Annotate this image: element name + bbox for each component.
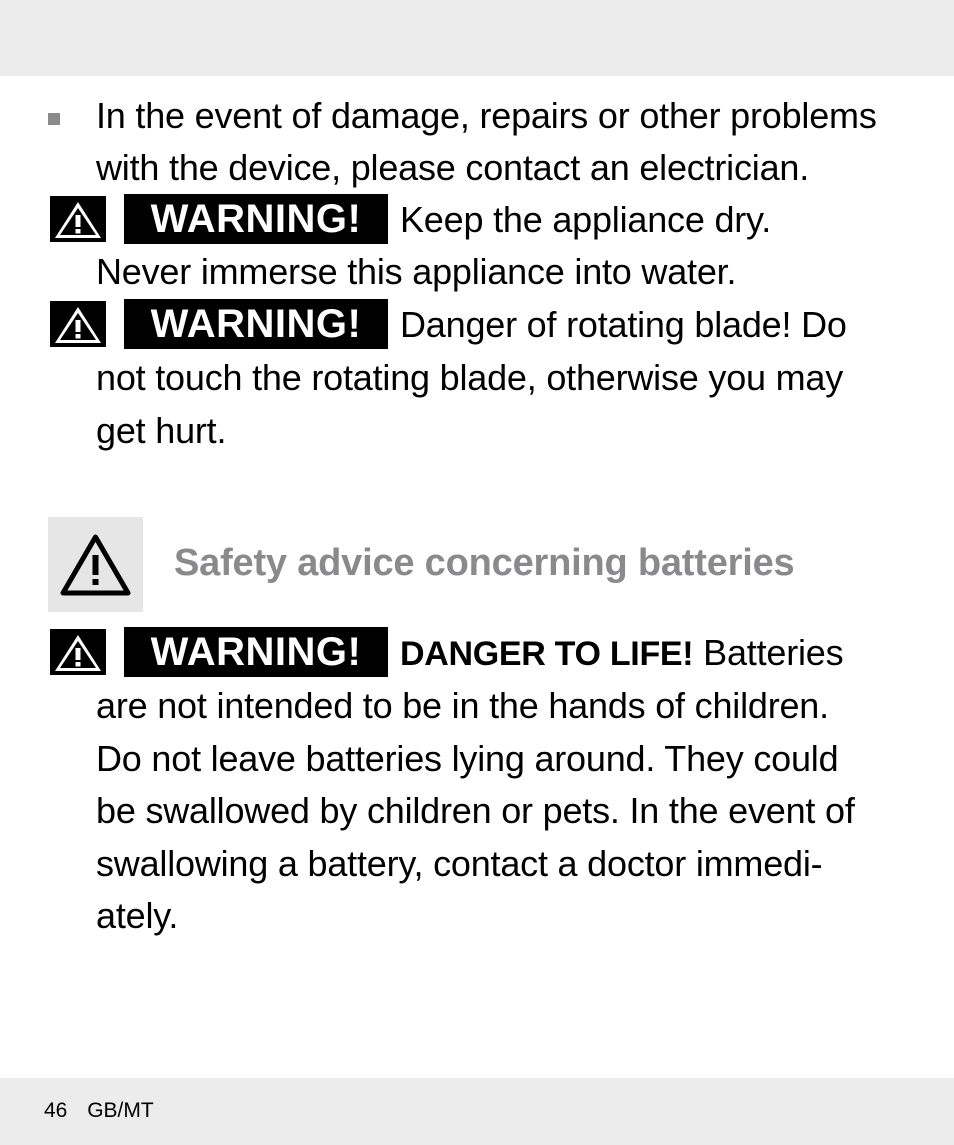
warning-text-line [400,627,843,680]
warning-continuation-line: are not intended to be in the hands of children. [96,685,829,726]
section-icon-box [48,517,143,612]
warning-continuation-line: swallowing a battery, contact a doctor immedi- [96,843,823,884]
warning-triangle-icon [50,629,106,675]
warning-continuation-line: ately. [96,895,179,936]
warning-continuation-line: Do not leave batteries lying around. They could [96,738,839,779]
warning-label: WARNING! [124,627,388,677]
page-header-band [0,0,954,76]
bullet-text-line-1: In the event of damage, repairs or other problems [96,95,877,136]
warning-triangle-icon [48,517,143,612]
warning-text: Batteries [703,632,844,673]
danger-emphasis: DANGER TO LIFE! [400,635,694,673]
warning-label: WARNING! [124,299,388,349]
section-title: Safety advice concerning batteries [174,542,795,584]
page-number: 46 [44,1099,68,1122]
warning-triangle-icon [50,301,106,347]
warning-label: WARNING! [124,194,388,244]
warning-continuation-line: be swallowed by children or pets. In the event of [96,790,855,831]
bullet-square-icon [48,113,60,125]
page-footer [44,1099,168,1123]
warning-triangle-icon [50,196,106,242]
bullet-text-line-2: with the device, please contact an electrician. [96,147,810,188]
warning-continuation-line: Never immerse this appliance into water. [96,251,737,292]
warning-text: Danger of rotating blade! Do [400,304,847,345]
language-code: GB/MT [87,1099,154,1122]
warning-continuation-line: not touch the rotating blade, otherwise you may [96,357,844,398]
warning-continuation-line: get hurt. [96,410,227,451]
warning-text: Keep the appliance dry. [400,199,771,240]
